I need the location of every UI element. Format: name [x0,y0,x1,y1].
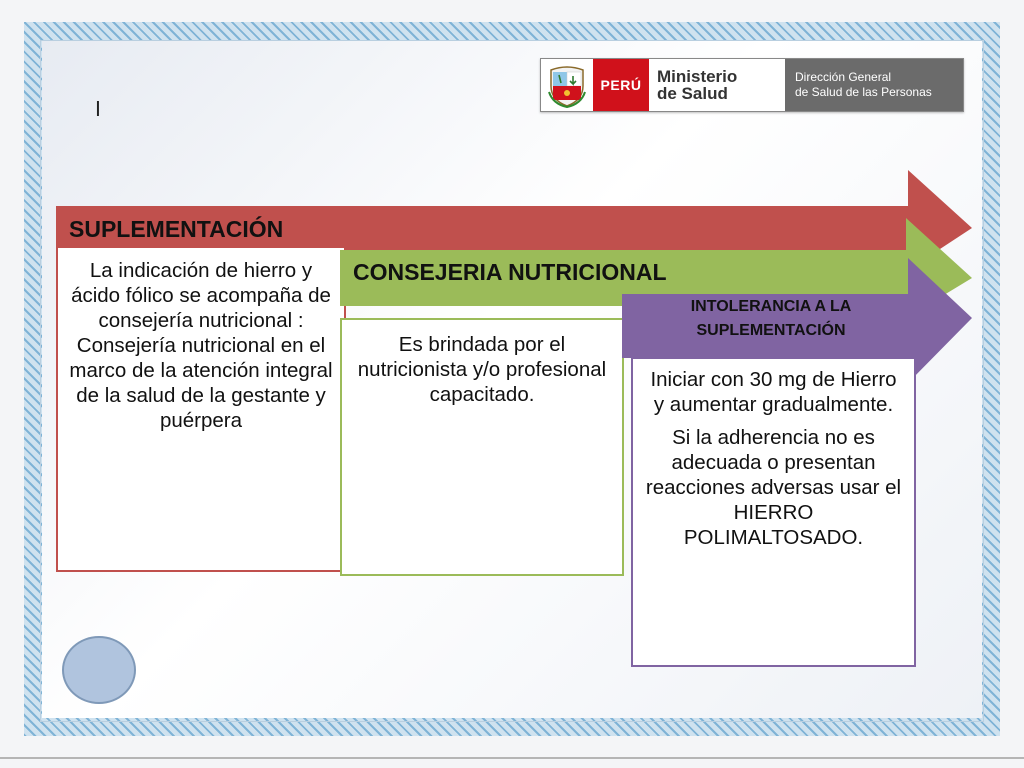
counseling-text: Es brindada por el nutricionista y/o profesional capacitado. [357,333,607,406]
intolerance-title-line1: INTOLERANCIA A LA [690,298,852,315]
bottom-divider [0,757,1024,759]
country-label: PERÚ [593,59,649,111]
ministry-line2: de Salud [657,84,728,103]
slide-marker: I [95,97,101,121]
ministry-logo [540,58,964,112]
decorative-circle [62,636,136,704]
supplementation-title: SUPLEMENTACIÓN [69,216,284,242]
supplementation-box [56,248,346,572]
intolerance-text-1: Iniciar con 30 mg de Hierro y aumentar gradualmente. [650,368,897,416]
intolerance-title-line2: SUPLEMENTACIÓN [696,322,846,339]
direction-line2: de Salud de las Personas [795,85,932,99]
supplementation-text: La indicación de hierro y ácido fólico se acompaña de consejería nutricional : Consejería nutricional en el marco de la atención integral de la salud de la gestante y puérpera [69,259,333,432]
intolerance-text-2: Si la adherencia no es adecuada o presentan reacciones adversas usar el HIERRO POLIMALTOSADO. [645,426,902,549]
counseling-box [340,318,624,576]
ministry-line1: Ministerio [657,67,738,86]
intolerance-box [631,357,916,667]
direction-line1: Dirección General [795,70,892,84]
ministry-name [649,59,785,111]
coat-of-arms-icon [541,59,593,111]
intolerance-title [626,295,916,343]
counseling-title: CONSEJERIA NUTRICIONAL [353,259,667,285]
direction-name [785,59,963,111]
